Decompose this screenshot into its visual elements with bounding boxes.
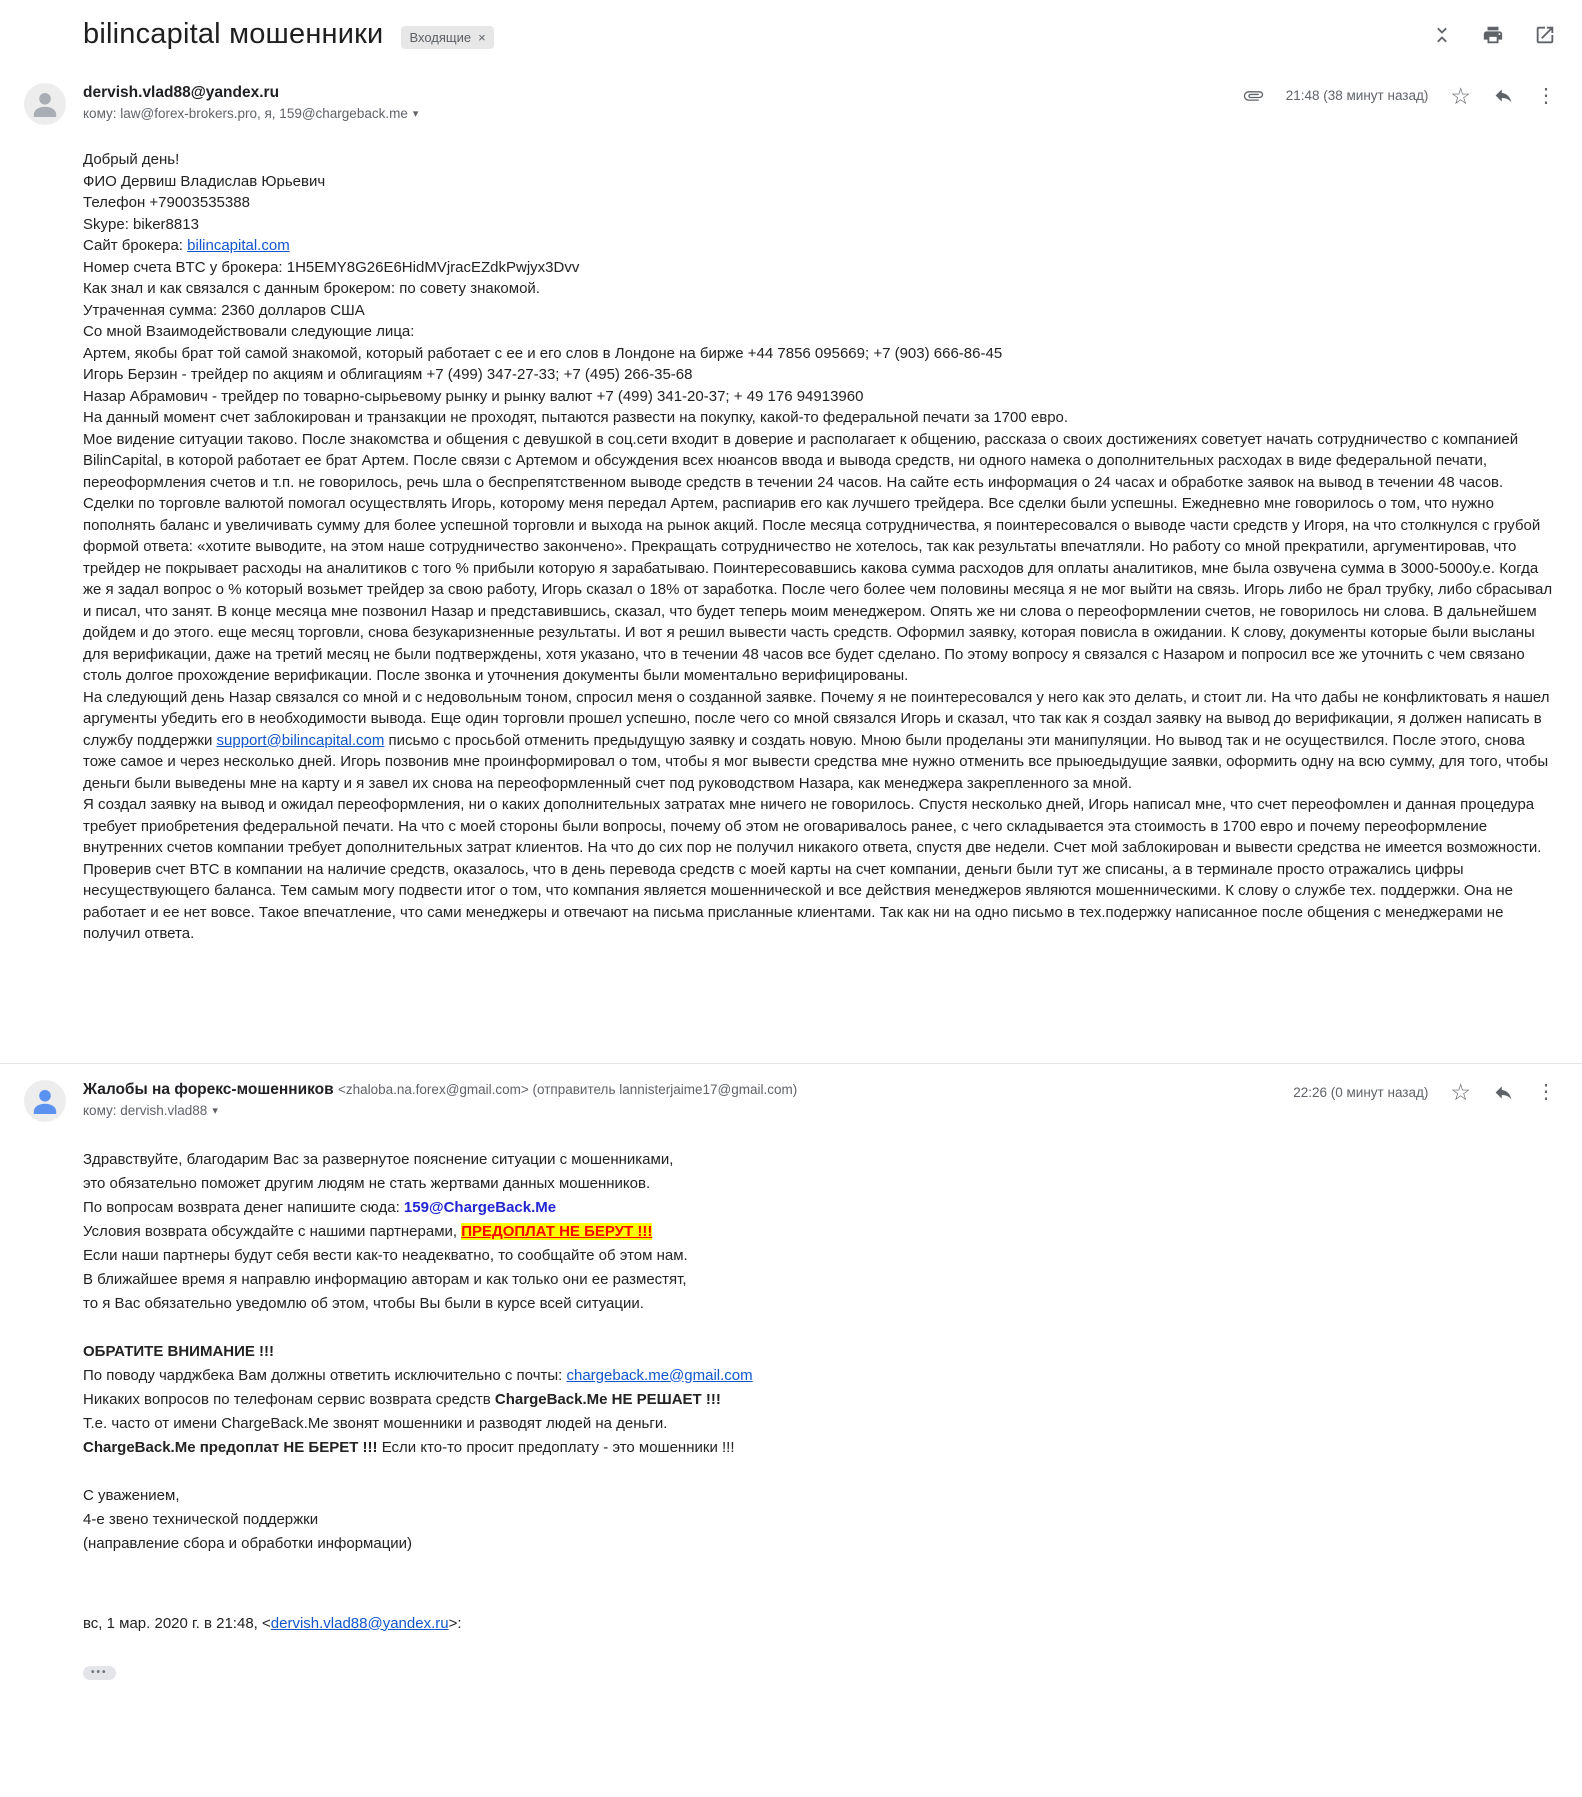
- text-segment: Условия возврата обсуждайте с нашими партнерами,: [83, 1222, 462, 1240]
- body-line: Артем, якобы брат той самой знакомой, который работает с ее и его слов в Лондоне на бирже +44 7856 095669; +7 (903) 666-86-45: [83, 344, 1003, 362]
- avatar: [24, 1080, 66, 1122]
- quoted-message-header: [83, 1612, 1556, 1636]
- label-chip-inbox[interactable]: [401, 26, 493, 49]
- body-line: [83, 235, 1556, 257]
- quoted-sender-link[interactable]: dervish.vlad88@yandex.ru: [270, 1614, 449, 1632]
- email-1-header: [83, 83, 1556, 129]
- email-1-body: [83, 149, 1556, 945]
- sender-email: dervish.vlad88@yandex.ru: [83, 84, 280, 101]
- message-divider: [0, 1063, 1582, 1064]
- subject-bar: [0, 0, 1582, 57]
- body-line: [83, 1436, 1556, 1460]
- chevron-down-icon[interactable]: ▾: [212, 1104, 218, 1117]
- reply-icon[interactable]: [1493, 1082, 1514, 1103]
- body-line: [83, 1196, 1556, 1220]
- email-message-1: [0, 83, 1582, 945]
- body-line: [83, 1388, 1556, 1412]
- email-1-meta: [1243, 82, 1556, 109]
- attention-heading: ОБРАТИТЕ ВНИМАНИЕ !!!: [83, 1342, 275, 1360]
- recipients-toggle[interactable]: [83, 1103, 218, 1118]
- text-segment: письмо с просьбой отменить предыдущую заявку и создать новую. Мною были проделаны эти манипуляции. Но вывод так и не осуществился. После этого, снова тоже самое и через несколько дней. Игорь позвонив мне проинформировал о том, чтобы я мог вывести средства мне нужно отменить все прыюедыдущие заявки, оформить одну на всю сумму, для того, чтобы деньги были выведены мне на карту и я завел их снова на переоформленный счет под руководством Назара, как менеджера закрепленного за мной.: [83, 731, 1549, 792]
- body-paragraph: Мое видение ситуации таково. После знакомства и общения с девушкой в соц.сети входит в доверие и располагает к общению, рассказа о своих достижениях советует начать сотрудничество с компанией BilinCapital, в которой работает ее брат Артем. После связи с Артемом и обсуждения всех нюансов ввода и вывода средств, ни одного намека о дополнительных расходах в виде федеральной печати, переоформления счетов и т.п. не говорилось, речь шла о беспрепятственном выводе средств в течении 24 часов. На сайте есть информация о 24 часах и обработке заявок на вывод в течении 48 часов.: [83, 430, 1519, 491]
- body-line: ФИО Дервиш Владислав Юрьевич: [83, 172, 326, 190]
- recipients-toggle[interactable]: [83, 106, 418, 121]
- text-segment: Никаких вопросов по телефонам сервис возврата средств: [83, 1390, 495, 1408]
- text-segment: Сайт брокера:: [83, 237, 188, 254]
- bold-segment: ChargeBack.Me предоплат НЕ БЕРЕТ !!!: [83, 1438, 378, 1456]
- thread-subject: bilincapital мошенники: [83, 18, 384, 50]
- person-icon: [24, 1080, 66, 1122]
- body-line: Skype: biker8813: [83, 215, 199, 233]
- body-line: Как знал и как связался с данным брокером: по совету знакомой.: [83, 280, 540, 297]
- text-segment: По поводу чарджбека Вам должны ответить исключительно с почты:: [83, 1366, 567, 1384]
- body-line: Если наши партнеры будут себя вести как-то неадекватно, то сообщайте об этом нам.: [83, 1246, 688, 1264]
- print-icon[interactable]: [1482, 24, 1504, 46]
- reply-icon[interactable]: [1493, 85, 1514, 106]
- body-line: [83, 1220, 1556, 1244]
- label-remove-icon[interactable]: ×: [478, 30, 486, 45]
- body-line: Утраченная сумма: 2360 долларов США: [83, 301, 365, 319]
- broker-site-link[interactable]: bilincapital.com: [187, 237, 290, 254]
- collapse-all-icon[interactable]: [1432, 25, 1452, 45]
- body-line: Телефон +79003535388: [83, 194, 250, 211]
- no-prepayment-alert: ПРЕДОПЛАТ НЕ БЕРУТ !!!: [461, 1222, 653, 1240]
- open-in-new-icon[interactable]: [1534, 24, 1556, 46]
- body-line: [83, 1364, 1556, 1388]
- star-icon[interactable]: ☆: [1450, 82, 1471, 109]
- attachment-icon: [1243, 85, 1264, 106]
- avatar: [24, 83, 66, 125]
- body-line: Номер счета BTC у брокера: 1H5EMY8G26E6HidMVjracEZdkPwjyx3Dvv: [83, 258, 580, 276]
- sender-detail: <zhaloba.na.forex@gmail.com> (отправитель lannisterjaime17@gmail.com): [337, 1081, 798, 1097]
- star-icon[interactable]: ☆: [1450, 1079, 1471, 1105]
- signature-block: [83, 1484, 1556, 1556]
- body-line: В ближайшее время я направлю информацию авторам и как только они ее разместят,: [83, 1270, 687, 1288]
- signature-line: 4-е звено технической поддержки: [83, 1510, 319, 1528]
- timestamp: 21:48 (38 минут назад): [1285, 88, 1429, 103]
- recipients-text: кому: dervish.vlad88: [83, 1102, 208, 1118]
- email-2-body: [83, 1148, 1556, 1636]
- text-segment: По вопросам возврата денег напишите сюда:: [83, 1198, 404, 1216]
- body-line: Добрый день!: [83, 151, 180, 168]
- timestamp: 22:26 (0 минут назад): [1293, 1084, 1429, 1100]
- person-icon: [24, 83, 66, 125]
- support-email-link[interactable]: support@bilincapital.com: [216, 731, 385, 749]
- chargeback-gmail-link[interactable]: chargeback.me@gmail.com: [566, 1366, 753, 1384]
- thread-toolbar: [1432, 24, 1556, 46]
- body-line: это обязательно поможет другим людям не стать жертвами данных мошенников.: [83, 1174, 651, 1192]
- body-line: Здравствуйте, благодарим Вас за развернутое пояснение ситуации с мошенниками,: [83, 1150, 674, 1168]
- text-segment: >:: [448, 1614, 462, 1632]
- chevron-down-icon[interactable]: ▾: [412, 108, 419, 120]
- text-segment: Если кто-то просит предоплату - это мошенники !!!: [377, 1438, 735, 1456]
- signature-line: С уважением,: [83, 1486, 180, 1504]
- more-options-icon[interactable]: ⋮: [1536, 84, 1556, 107]
- show-trimmed-content-button[interactable]: •••: [83, 1666, 116, 1680]
- body-paragraph: Сделки по торговле валютой помогал осуществлять Игорь, которому меня передал Артем, распиарив его как лучшего трейдера. Все сделки были успешны. Ежедневно мне говорилось о том, что нужно пополнять баланс и увеличивать сумму для более успешной торговли и выхода на рынок акций. После месяца сотрудничества, я поинтересовался о выводе части средств у Игоря, на что столкнулся с грубой формой ответа: «хотите выводите, на этом наше сотрудничество закончено». Прекращать сотрудничество не хотелось, так как результаты впечатляли. Но работу со мной прекратили, аргументировав, что трейдер не покрывает расходы на аналитиков с того % прибыли которую я зарабатываю. Поинтересовавшись какова сумма расходов для оплаты аналитиков, мне была озвучена сумма в 3000-5000у.е. Когда же я задал вопрос о % который возьмет трейдер за свою работу, Игорь сказал о 18% от заработка. После чего более чем половины месяца я не мог выйти на связь. Игорь либо не брал трубку, либо сбрасывал и писал, что занят. В конце месяца мне позвонил Назар и представившись, сказал, что будет теперь моим менеджером. Опять же ни слова о переоформлении счетов, не говорилось ни слова. В дальнейшем дойдем и до этого. еще месяц торговли, снова безукаризненные результаты. И вот я решил вывести часть средств. Оформил заявку, которая повисла в ожидании. К слову, документы которые были высланы для верификации, даже на третий месяц не были подтверждены, хотя указано, что в течении 48 часов все будет сделано. По этому вопросу я связался с Назаром и попросил все же уточнить с чем связано столь долгое прохождение верификации. После звонка и уточнения документы были моментально верифицированы.: [83, 495, 1553, 684]
- text-segment: вс, 1 мар. 2020 г. в 21:48, <: [83, 1614, 271, 1632]
- body-paragraph: Я создал заявку на вывод и ожидал переоформления, ни о каких дополнительных затратах мне ничего не говорилось. Спустя несколько дней, Игорь написал мне, что счет переофомлен и данная процедура требует приобретения федеральной печати. На что с моей стороны были вопросы, почему об этом не оговаривалось ранее, с чего складывается эта стоимость в 1700 евро и почему переоформление внутренних счетов компании требует дополнительных затрат клиентов. На что до сих пор не получил никакого ответа, спустя две недели. Счет мой заблокирован и вывести средства не имеется возможности. Проверив счет BTC в компании на наличие средств, оказалось, что в день перевода средств с моей карты на счет компании, деньги были тут же списаны, а в терминале просто отражались цифры несуществующего баланса. Тем самым могу подвести итог о том, что компания является мошеннической и все действия менеджеров являются мошенническими. К слову о службе тех. поддержки. Она не работает и ее нет вовсе. Такое впечатление, что сами менеджеры и отвечают на письма присланные клиентами. Так как ни на одно письмо в тех.подержку написанное после общения с менеджерами не получил ответа.: [83, 796, 1542, 942]
- email-message-2: [0, 1080, 1582, 1636]
- body-line: На данный момент счет заблокирован и транзакции не проходят, пытаются развести на покупку, какой-то федеральной печати за 1700 евро.: [83, 409, 1069, 426]
- sender-name: Жалобы на форекс-мошенников: [83, 1080, 334, 1098]
- more-options-icon[interactable]: ⋮: [1536, 1081, 1556, 1103]
- body-line: Т.е. часто от имени ChargeBack.Me звонят мошенники и разводят людей на деньги.: [83, 1414, 668, 1432]
- signature-line: (направление сбора и обработки информации): [83, 1534, 413, 1552]
- email-2-meta: [1293, 1079, 1556, 1105]
- text-segment: На следующий день Назар связался со мной и с недовольным тоном, спросил меня о созданной заявке. Почему я не поинтересовался у него как это делать, и стоит ли. На что дабы не конфликтовать я нашел аргументы убедить его в необходимости вывода. Еще один торговли прошел успешно, после чего со мной связался Игорь и сказал, что так как я создал заявку на вывод до верификации, я должен написать в службу поддержки: [83, 688, 1550, 749]
- recipients-text: кому: law@forex-brokers.pro, я, 159@chargeback.me: [83, 106, 408, 121]
- body-line: Со мной Взаимодействовали следующие лица:: [83, 323, 415, 340]
- bold-segment: ChargeBack.Me НЕ РЕШАЕТ !!!: [494, 1390, 721, 1408]
- body-line: Игорь Берзин - трейдер по акциям и облигациям +7 (499) 347-27-33; +7 (495) 266-35-68: [83, 366, 693, 383]
- body-paragraph: [83, 687, 1556, 795]
- body-line: Назар Абрамович - трейдер по товарно-сырьевому рынку и рынку валют +7 (499) 341-20-37; + 49 176 94913960: [83, 387, 864, 405]
- chargeback-link[interactable]: 159@ChargeBack.Me: [403, 1198, 557, 1216]
- body-line: то я Вас обязательно уведомлю об этом, чтобы Вы были в курсе всей ситуации.: [83, 1294, 644, 1312]
- label-chip-text: Входящие: [409, 30, 472, 45]
- email-2-header: [83, 1080, 1556, 1126]
